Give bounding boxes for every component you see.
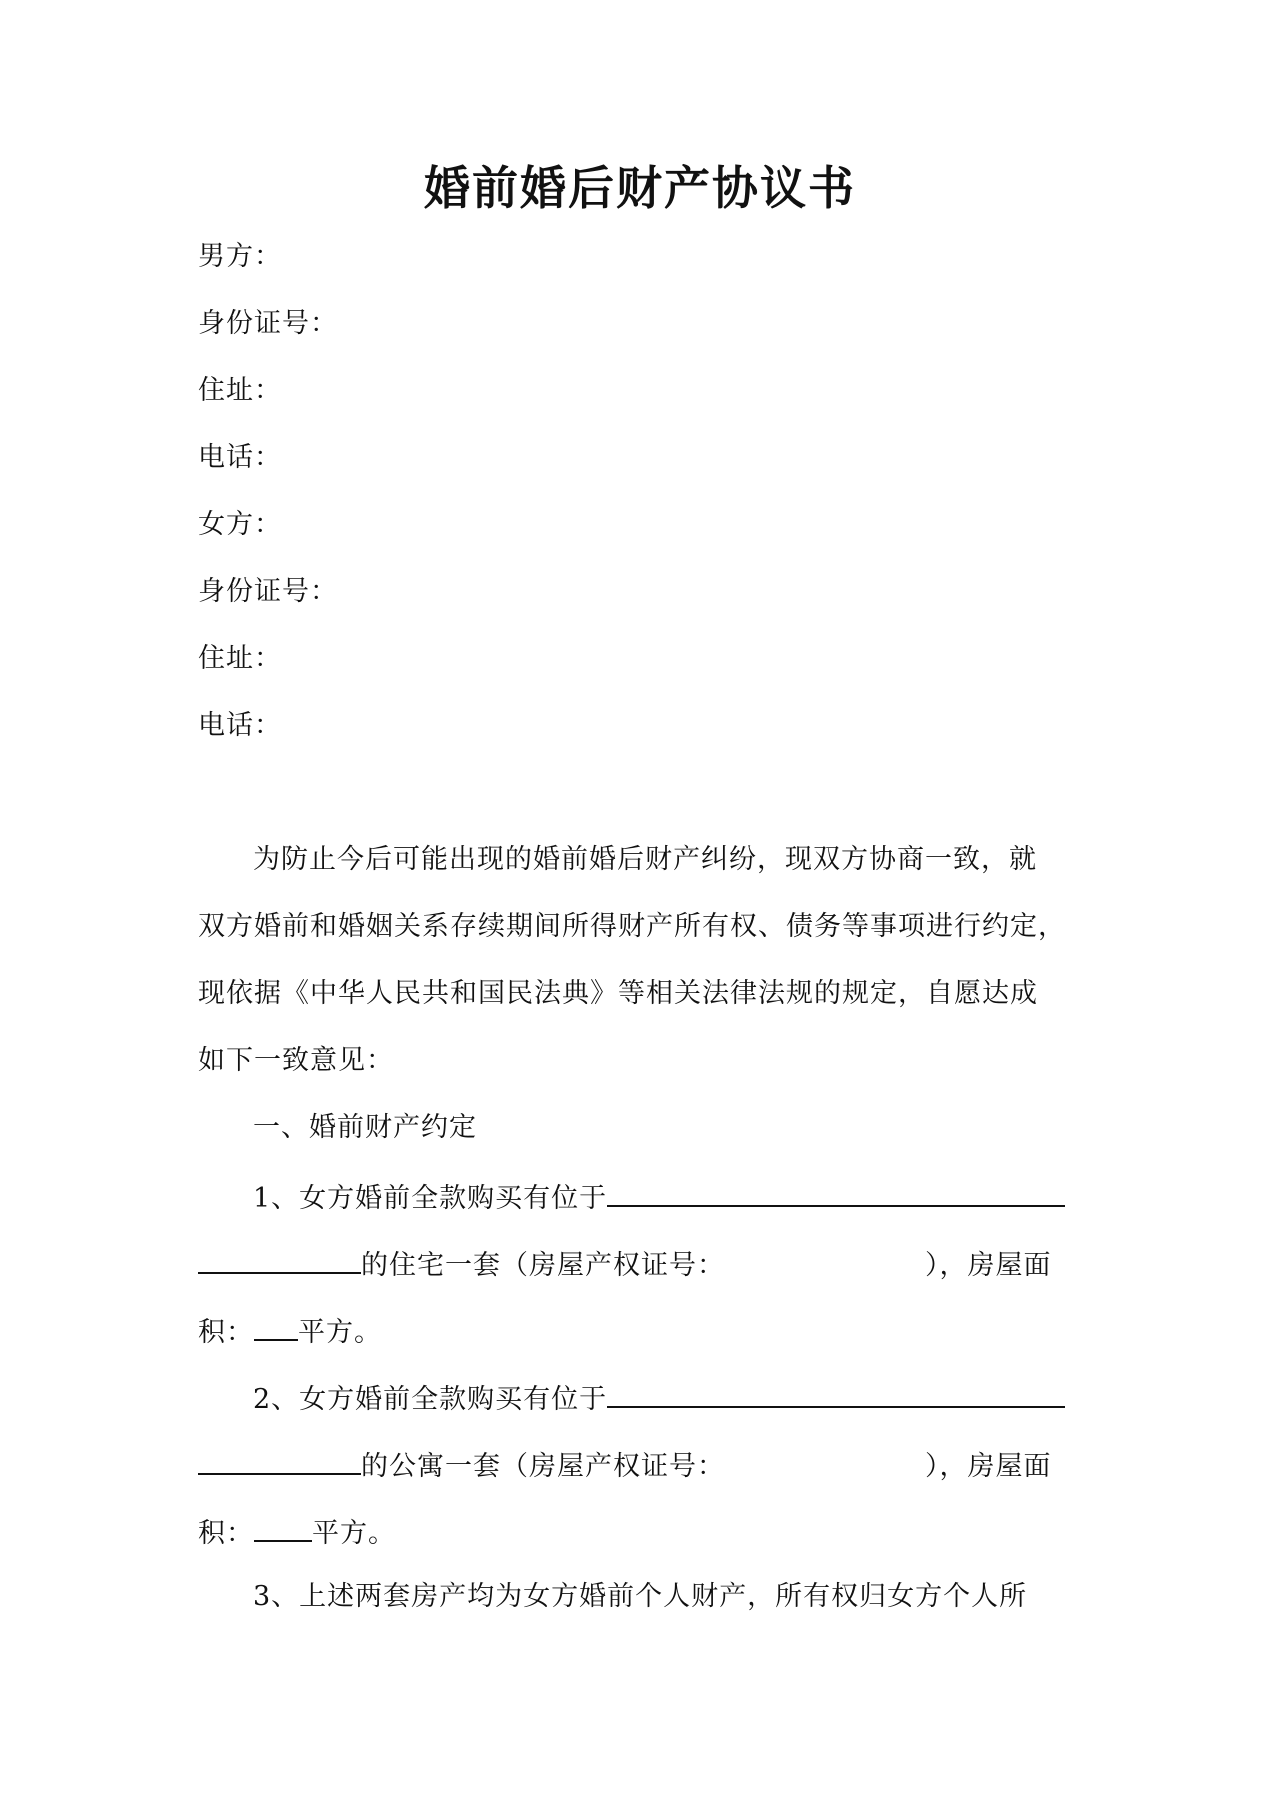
preamble-line-4: 如下一致意见： bbox=[198, 1045, 394, 1076]
area-blank bbox=[254, 1309, 298, 1341]
male-name-label: 男方： bbox=[198, 241, 282, 272]
female-address-label: 住址： bbox=[198, 643, 282, 674]
location-blank bbox=[607, 1376, 1065, 1408]
clause-1-residence-text: 的住宅一套（房屋产权证号： bbox=[361, 1250, 725, 1281]
location-blank-cont bbox=[198, 1242, 361, 1274]
male-address-label: 住址： bbox=[198, 375, 282, 406]
document-title: 婚前婚后财产协议书 bbox=[424, 161, 856, 215]
location-blank-cont bbox=[198, 1443, 361, 1475]
clause-2-line-2 bbox=[198, 1443, 1052, 1487]
clause-1-line-1 bbox=[253, 1175, 1065, 1219]
clause-1-area-label: 积： bbox=[198, 1317, 254, 1348]
preamble-line-3: 现依据《中华人民共和国民法典》等相关法律法规的规定，自愿达成 bbox=[198, 978, 1038, 1009]
clause-2-area-unit: 平方。 bbox=[312, 1518, 396, 1549]
clause-1-area-unit: 平方。 bbox=[298, 1317, 382, 1348]
clause-1-line-3 bbox=[198, 1309, 382, 1353]
male-phone-label: 电话： bbox=[198, 442, 282, 473]
clause-1-area-prefix: ），房屋面 bbox=[925, 1250, 1052, 1281]
clause-1-line-2 bbox=[198, 1242, 1052, 1286]
clause-3-line-1: 3、上述两套房产均为女方婚前个人财产，所有权归女方个人所 bbox=[253, 1581, 1028, 1612]
clause-2-line-1 bbox=[253, 1376, 1065, 1420]
female-name-label: 女方： bbox=[198, 509, 282, 540]
location-blank bbox=[607, 1175, 1065, 1207]
preamble-line-2: 双方婚前和婚姻关系存续期间所得财产所有权、债务等事项进行约定， bbox=[198, 911, 1066, 942]
clause-2-area-prefix: ），房屋面 bbox=[925, 1451, 1052, 1482]
clause-2-line-3 bbox=[198, 1510, 396, 1554]
clause-2-text: 2、女方婚前全款购买有位于 bbox=[253, 1384, 608, 1415]
female-id-label: 身份证号： bbox=[198, 576, 338, 607]
area-blank bbox=[254, 1510, 312, 1542]
female-phone-label: 电话： bbox=[198, 710, 282, 741]
section-heading-premarital-property: 一、婚前财产约定 bbox=[253, 1112, 477, 1143]
clause-2-area-label: 积： bbox=[198, 1518, 254, 1549]
clause-2-apartment-text: 的公寓一套（房屋产权证号： bbox=[361, 1451, 725, 1482]
male-id-label: 身份证号： bbox=[198, 308, 338, 339]
clause-1-text: 1、女方婚前全款购买有位于 bbox=[253, 1183, 608, 1214]
preamble-line-1: 为防止今后可能出现的婚前婚后财产纠纷，现双方协商一致，就 bbox=[253, 844, 1037, 875]
